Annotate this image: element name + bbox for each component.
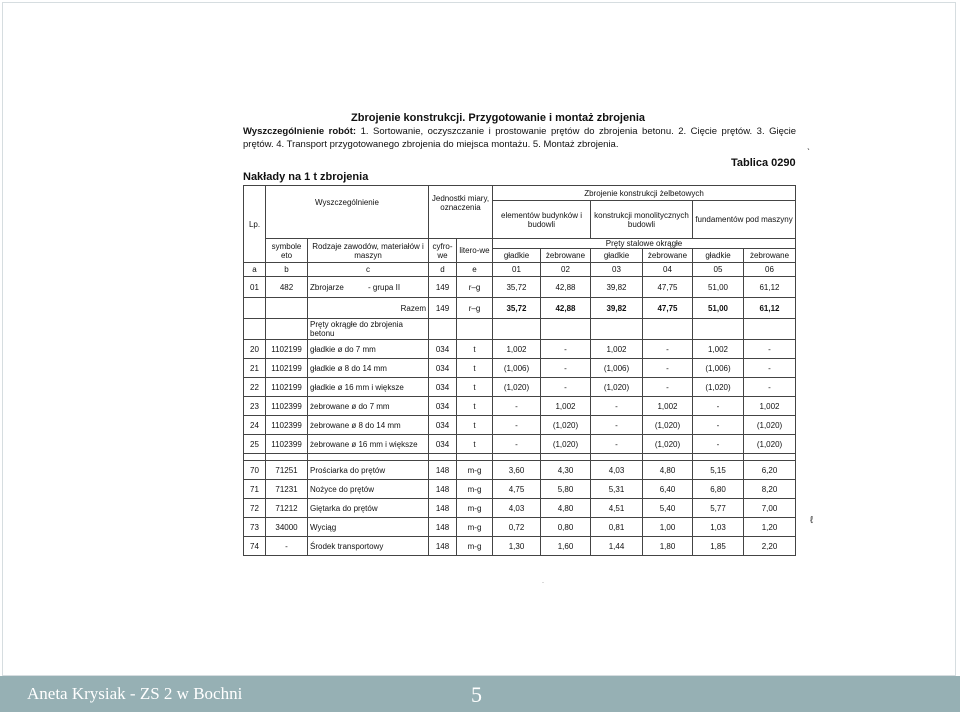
value-cell: (1,020) <box>541 435 591 454</box>
value-cell: 4,03 <box>591 461 643 480</box>
value-cell: 7,00 <box>744 499 796 518</box>
value-cell: - <box>541 378 591 397</box>
unit-letter-cell: m-g <box>457 499 493 518</box>
value-cell: (1,020) <box>693 378 744 397</box>
table-row <box>244 518 796 537</box>
value-cell: (1,006) <box>493 359 541 378</box>
value-cell: 61,12 <box>744 298 796 319</box>
value-cell: 1,85 <box>693 537 744 556</box>
header-lp: Lp. <box>244 186 266 263</box>
empty-cell <box>541 319 591 340</box>
value-cell: 39,82 <box>591 298 643 319</box>
unit-letter-cell: t <box>457 397 493 416</box>
empty-cell <box>643 319 693 340</box>
value-cell: - <box>643 359 693 378</box>
name-cell: żebrowane ø do 7 mm <box>308 397 429 416</box>
value-cell: 1,002 <box>693 340 744 359</box>
footer-bar <box>0 676 960 712</box>
empty-cell <box>457 319 493 340</box>
value-cell: (1,006) <box>591 359 643 378</box>
letter-cell: c <box>308 263 429 277</box>
value-cell: 3,60 <box>493 461 541 480</box>
value-cell: (1,020) <box>643 435 693 454</box>
unit-num-cell: 034 <box>429 416 457 435</box>
unit-letter-cell: m-g <box>457 537 493 556</box>
table-gap <box>244 454 796 461</box>
gap-cell <box>541 454 591 461</box>
value-cell: 1,002 <box>493 340 541 359</box>
letter-cell: b <box>266 263 308 277</box>
table-row <box>244 416 796 435</box>
value-cell: - <box>493 435 541 454</box>
empty-cell <box>244 298 266 319</box>
lp-cell: 23 <box>244 397 266 416</box>
header-jednostki: Jednostki miary, oznaczenia <box>429 186 493 239</box>
value-cell: - <box>541 340 591 359</box>
value-cell: 1,002 <box>541 397 591 416</box>
lp-cell: 01 <box>244 277 266 298</box>
value-cell: 1,03 <box>693 518 744 537</box>
symbol-cell: 482 <box>266 277 308 298</box>
header-prety: Pręty stalowe okrągłe <box>493 239 796 249</box>
symbol-cell: 71231 <box>266 480 308 499</box>
unit-num-cell: 034 <box>429 359 457 378</box>
name-cell: Wyciąg <box>308 518 429 537</box>
unit-num-cell: 148 <box>429 537 457 556</box>
value-cell: 5,80 <box>541 480 591 499</box>
lp-cell: 22 <box>244 378 266 397</box>
value-cell: 35,72 <box>493 298 541 319</box>
empty-cell <box>244 319 266 340</box>
value-cell: - <box>693 435 744 454</box>
empty-cell <box>266 319 308 340</box>
value-cell: - <box>493 416 541 435</box>
value-cell: 0,80 <box>541 518 591 537</box>
table-id: Tablica 0290 <box>731 157 796 169</box>
unit-num-cell: 148 <box>429 461 457 480</box>
value-cell: 4,51 <box>591 499 643 518</box>
value-cell: 1,002 <box>744 397 796 416</box>
symbol-cell: 1102399 <box>266 435 308 454</box>
value-cell: 4,30 <box>541 461 591 480</box>
value-cell: - <box>591 435 643 454</box>
labor-row <box>244 277 796 298</box>
symbol-cell: 71251 <box>266 461 308 480</box>
unit-num-cell: 034 <box>429 435 457 454</box>
material-heading-row <box>244 319 796 340</box>
naklady-heading: Nakłady na 1 t zbrojenia <box>243 171 369 183</box>
unit-letter-cell: t <box>457 416 493 435</box>
letter-cell: 04 <box>643 263 693 277</box>
name-cell: gładkie ø 16 mm i większe <box>308 378 429 397</box>
symbol-cell: - <box>266 537 308 556</box>
value-cell: - <box>643 378 693 397</box>
symbol-cell: 1102199 <box>266 378 308 397</box>
value-cell: - <box>744 378 796 397</box>
unit-num-cell: 148 <box>429 499 457 518</box>
symbol-cell: 71212 <box>266 499 308 518</box>
name-cell: gładkie ø do 7 mm <box>308 340 429 359</box>
table-row <box>244 480 796 499</box>
value-cell: 61,12 <box>744 277 796 298</box>
table-row <box>244 397 796 416</box>
gap-cell <box>429 454 457 461</box>
letter-cell: 02 <box>541 263 591 277</box>
value-cell: 51,00 <box>693 298 744 319</box>
value-cell: 5,40 <box>643 499 693 518</box>
value-cell: 1,002 <box>643 397 693 416</box>
unit-letter-cell: m-g <box>457 518 493 537</box>
scan-dot-icon: · <box>542 580 544 586</box>
gap-cell <box>643 454 693 461</box>
labor-name: Zbrojarze <box>310 282 344 292</box>
empty-cell <box>591 319 643 340</box>
letters-row <box>244 263 796 277</box>
value-cell: 4,80 <box>541 499 591 518</box>
header-literowe: litero-we <box>457 239 493 263</box>
value-cell: - <box>541 359 591 378</box>
norm-table <box>243 185 796 556</box>
name-cell: Nożyce do prętów <box>308 480 429 499</box>
header-fundamentow: fundamentów pod maszyny <box>693 201 796 239</box>
value-cell: 1,002 <box>591 340 643 359</box>
value-cell: (1,020) <box>643 416 693 435</box>
value-cell: 0,72 <box>493 518 541 537</box>
value-cell: 5,31 <box>591 480 643 499</box>
name-cell: żebrowane ø 8 do 14 mm <box>308 416 429 435</box>
empty-cell <box>266 298 308 319</box>
header-symbole: symbole eto <box>266 239 308 263</box>
empty-cell <box>493 319 541 340</box>
value-cell: 1,60 <box>541 537 591 556</box>
empty-cell <box>429 319 457 340</box>
unit-letter-cell: m-g <box>457 480 493 499</box>
name-cell: Giętarka do prętów <box>308 499 429 518</box>
gap-cell <box>244 454 266 461</box>
table-row <box>244 537 796 556</box>
header-elementow: elementów budynków i budowli <box>493 201 591 239</box>
value-cell: 1,30 <box>493 537 541 556</box>
material-heading: Pręty okrągłe do zbrojenia betonu <box>308 319 429 340</box>
value-cell: 1,44 <box>591 537 643 556</box>
labor-group: - grupa II <box>368 282 401 292</box>
value-cell: 42,88 <box>541 277 591 298</box>
name-cell: Środek transportowy <box>308 537 429 556</box>
table-row <box>244 461 796 480</box>
table-row <box>244 378 796 397</box>
name-cell: żebrowane ø 16 mm i większe <box>308 435 429 454</box>
unit-num-cell: 148 <box>429 480 457 499</box>
work-text: 1. Sortowanie, oczyszczanie i prostowanie prętów do zbrojenia betonu. 2. Cięcie prętów. 3. Gięcie prętów. 4. Transport przygotowanego zbrojenia do miejsca montażu. 5. Montaż zbrojenia. <box>243 126 797 150</box>
table-row <box>244 499 796 518</box>
header-zebrowane-1: żebrowane <box>541 249 591 263</box>
document-title: Zbrojenie konstrukcji. Przygotowanie i montaż zbrojenia <box>351 112 645 124</box>
lp-cell: 24 <box>244 416 266 435</box>
value-cell: 1,00 <box>643 518 693 537</box>
value-cell: - <box>493 397 541 416</box>
value-cell: 5,77 <box>693 499 744 518</box>
header-cyfrowe: cyfro-we <box>429 239 457 263</box>
value-cell: - <box>643 340 693 359</box>
empty-cell <box>693 319 744 340</box>
header-rodzaje: Rodzaje zawodów, materiałów i maszyn <box>308 239 429 263</box>
work-description <box>243 125 796 151</box>
value-cell: 4,75 <box>493 480 541 499</box>
value-cell: (1,020) <box>744 435 796 454</box>
value-cell: (1,020) <box>541 416 591 435</box>
header-konstrukcji: konstrukcji monolitycznych budowli <box>591 201 693 239</box>
header-wyszczegolnienie: Wyszczególnienie <box>266 186 429 239</box>
gap-cell <box>693 454 744 461</box>
symbol-cell: 1102199 <box>266 340 308 359</box>
value-cell: - <box>744 359 796 378</box>
letter-cell: 05 <box>693 263 744 277</box>
value-cell: (1,006) <box>693 359 744 378</box>
empty-cell <box>744 319 796 340</box>
letter-cell: d <box>429 263 457 277</box>
gap-cell <box>493 454 541 461</box>
lp-cell: 20 <box>244 340 266 359</box>
value-cell: - <box>591 397 643 416</box>
symbol-cell: 1102399 <box>266 416 308 435</box>
value-cell: 4,03 <box>493 499 541 518</box>
value-cell: 6,40 <box>643 480 693 499</box>
value-cell: 51,00 <box>693 277 744 298</box>
lp-cell: 73 <box>244 518 266 537</box>
symbol-cell: 1102399 <box>266 397 308 416</box>
header-zebrowane-3: żebrowane <box>744 249 796 263</box>
value-cell: 0,81 <box>591 518 643 537</box>
header-zbrojenie-group: Zbrojenie konstrukcji żelbetowych <box>493 186 796 201</box>
unit-num-cell: 034 <box>429 397 457 416</box>
header-gladkie-3: gładkie <box>693 249 744 263</box>
unit-letter-cell: r–g <box>457 277 493 298</box>
lp-cell: 74 <box>244 537 266 556</box>
symbol-cell: 1102199 <box>266 359 308 378</box>
table-row <box>244 435 796 454</box>
gap-cell <box>308 454 429 461</box>
value-cell: 1,20 <box>744 518 796 537</box>
unit-letter-cell: t <box>457 435 493 454</box>
letter-cell: a <box>244 263 266 277</box>
unit-letter-cell: m-g <box>457 461 493 480</box>
unit-letter-cell: t <box>457 359 493 378</box>
value-cell: 4,80 <box>643 461 693 480</box>
value-cell: 39,82 <box>591 277 643 298</box>
page-number: 5 <box>471 682 482 707</box>
unit-num-cell: 149 <box>429 298 457 319</box>
unit-num-cell: 149 <box>429 277 457 298</box>
symbol-cell: 34000 <box>266 518 308 537</box>
letter-cell: 06 <box>744 263 796 277</box>
name-cell: Prościarka do prętów <box>308 461 429 480</box>
value-cell: (1,020) <box>493 378 541 397</box>
value-cell: 47,75 <box>643 277 693 298</box>
value-cell: - <box>744 340 796 359</box>
lp-cell: 71 <box>244 480 266 499</box>
value-cell: 35,72 <box>493 277 541 298</box>
gap-cell <box>591 454 643 461</box>
value-cell: 6,20 <box>744 461 796 480</box>
value-cell: (1,020) <box>591 378 643 397</box>
unit-num-cell: 034 <box>429 340 457 359</box>
header-gladkie-1: gładkie <box>493 249 541 263</box>
value-cell: 47,75 <box>643 298 693 319</box>
value-cell: 42,88 <box>541 298 591 319</box>
work-label: Wyszczególnienie robót: <box>243 126 357 137</box>
gap-cell <box>457 454 493 461</box>
value-cell: 8,20 <box>744 480 796 499</box>
value-cell: 6,80 <box>693 480 744 499</box>
letter-cell: 03 <box>591 263 643 277</box>
value-cell: - <box>693 416 744 435</box>
lp-cell: 21 <box>244 359 266 378</box>
unit-letter-cell: t <box>457 378 493 397</box>
lp-cell: 70 <box>244 461 266 480</box>
name-cell: gładkie ø 8 do 14 mm <box>308 359 429 378</box>
header-gladkie-2: gładkie <box>591 249 643 263</box>
scan-mark-icon: ˎ <box>807 140 811 151</box>
gap-cell <box>744 454 796 461</box>
lp-cell: 25 <box>244 435 266 454</box>
unit-num-cell: 034 <box>429 378 457 397</box>
lp-cell: 72 <box>244 499 266 518</box>
letter-cell: 01 <box>493 263 541 277</box>
header-zebrowane-2: żebrowane <box>643 249 693 263</box>
footer-author: Aneta Krysiak - ZS 2 w Bochni <box>27 684 243 703</box>
unit-num-cell: 148 <box>429 518 457 537</box>
value-cell: - <box>591 416 643 435</box>
value-cell: 2,20 <box>744 537 796 556</box>
value-cell: 5,15 <box>693 461 744 480</box>
gap-cell <box>266 454 308 461</box>
name-cell <box>308 277 429 298</box>
value-cell: 1,80 <box>643 537 693 556</box>
scan-mark-icon: ℓ <box>810 515 814 526</box>
razem-label: Razem <box>308 298 429 319</box>
unit-letter-cell: t <box>457 340 493 359</box>
letter-cell: e <box>457 263 493 277</box>
value-cell: (1,020) <box>744 416 796 435</box>
table-row <box>244 359 796 378</box>
unit-letter-cell: r–g <box>457 298 493 319</box>
table-row <box>244 340 796 359</box>
value-cell: - <box>693 397 744 416</box>
razem-row <box>244 298 796 319</box>
